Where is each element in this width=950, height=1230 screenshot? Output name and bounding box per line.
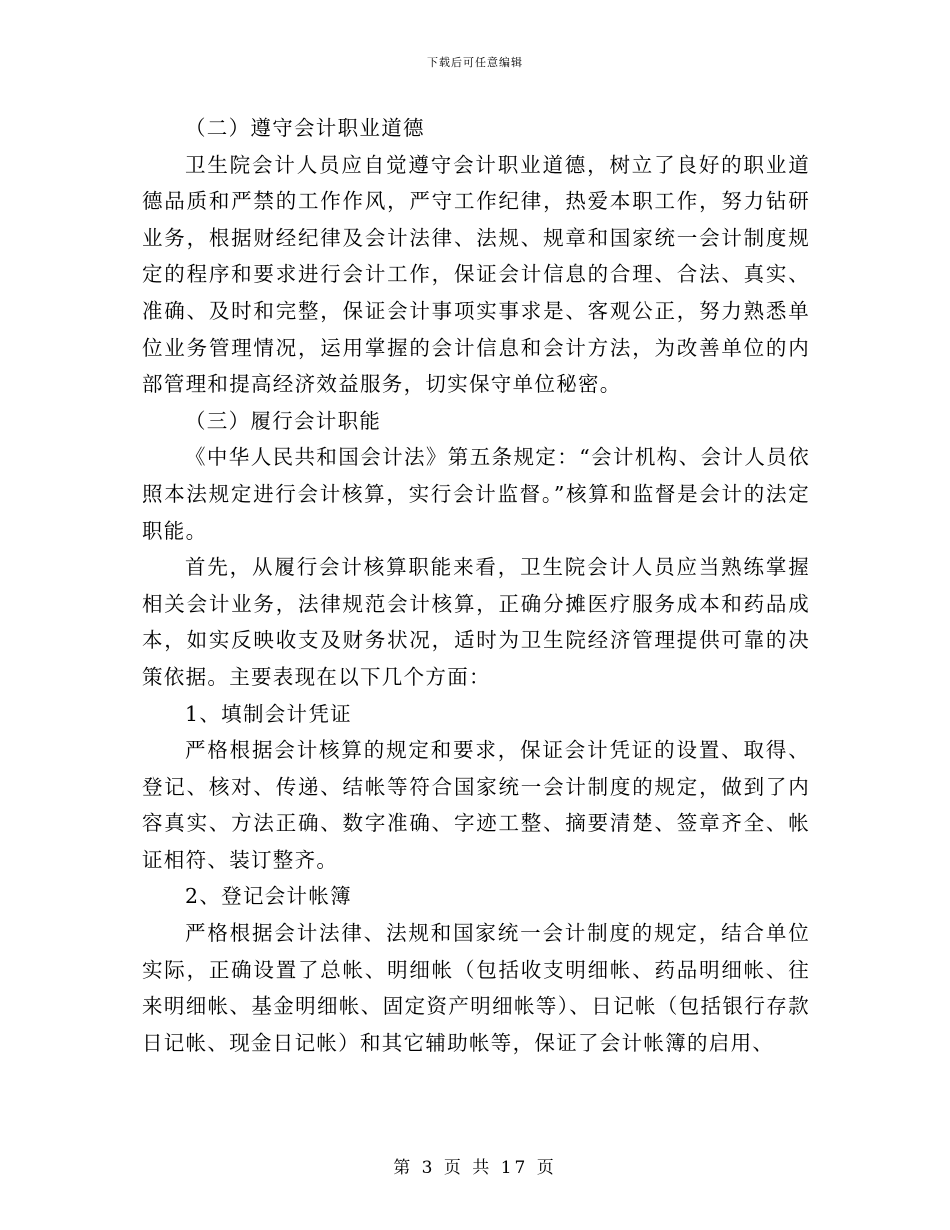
paragraph-accounting-law: 《中华人民共和国会计法》第五条规定：“会计机构、会计人员依照本法规定进行会计核算，实行会计监督。”核算和监督是会计的法定职能。 xyxy=(142,445,810,543)
section-heading-3: （三）履行会计职能 xyxy=(185,408,382,433)
page-header: 下载后可任意编辑 xyxy=(427,56,523,69)
section-heading-2: （二）遵守会计职业道德 xyxy=(185,116,425,140)
subheading-ledgers: 2、登记会计帐簿 xyxy=(185,884,352,909)
subheading-vouchers: 1、填制会计凭证 xyxy=(185,701,352,726)
paragraph-ledgers: 严格根据会计法律、法规和国家统一会计制度的规定，结合单位实际，正确设置了总帐、明细帐（包括收支明细帐、药品明细帐、往来明细帐、基金明细帐、固定资产明细帐等）、日记帐（包括银行存款日记帐、现金日记帐）和其它辅助帐等，保证了会计帐簿的启用、 xyxy=(142,921,810,1055)
paragraph-vouchers: 严格根据会计核算的规定和要求，保证会计凭证的设置、取得、登记、核对、传递、结帐等符合国家统一会计制度的规定，做到了内容真实、方法正确、数字准确、字迹工整、摘要清楚、签章齐全、帐证相符、装订整齐。 xyxy=(142,738,810,872)
paragraph-accounting-function: 首先，从履行会计核算职能来看，卫生院会计人员应当熟练掌握相关会计业务，法律规范会计核算，正确分摊医疗服务成本和药品成本，如实反映收支及财务状况，适时为卫生院经济管理提供可靠的决策依据。主要表现在以下几个方面： xyxy=(142,555,810,689)
paragraph-ethics: 卫生院会计人员应自觉遵守会计职业道德，树立了良好的职业道德品质和严禁的工作作风，严守工作纪律，热爱本职工作，努力钻研业务，根据财经纪律及会计法律、法规、规章和国家统一会计制度规定的程序和要求进行会计工作，保证会计信息的合理、合法、真实、准确、及时和完整，保证会计事项实事求是、客观公正，努力熟悉单位业务管理情况，运用掌握的会计信息和会计方法，为改善单位的内部管理和提高经济效益服务，切实保守单位秘密。 xyxy=(142,152,810,397)
document-body xyxy=(142,110,810,1061)
page-number: 第 3 页 共 17 页 xyxy=(393,1158,557,1178)
